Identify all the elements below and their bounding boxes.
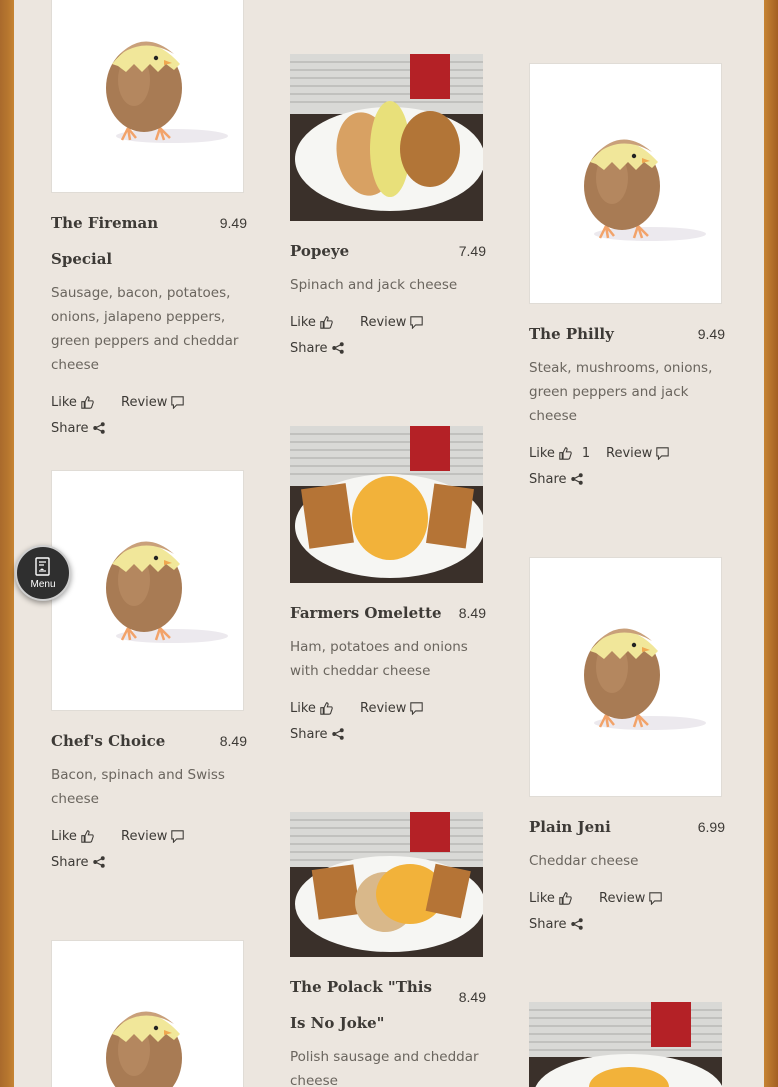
share-label: Share [51, 420, 89, 436]
share-button[interactable] [529, 472, 583, 487]
menu-item-card [290, 426, 490, 747]
item-image[interactable] [529, 557, 722, 797]
item-price: 8.49 [458, 605, 486, 621]
like-button[interactable] [51, 395, 121, 410]
thumbs-up-icon [559, 892, 572, 905]
review-label: Review [360, 314, 407, 330]
like-button[interactable] [529, 891, 599, 906]
like-label: Like [51, 828, 77, 844]
like-label: Like [290, 314, 316, 330]
review-label: Review [599, 890, 646, 906]
review-label: Review [121, 394, 168, 410]
share-icon [332, 728, 344, 740]
omelette-photo-icon [290, 54, 483, 221]
share-icon [332, 342, 344, 354]
share-label: Share [290, 726, 328, 742]
menu-item-card [51, 940, 251, 1087]
item-image[interactable] [290, 812, 483, 957]
comment-icon [171, 830, 184, 843]
review-label: Review [606, 445, 653, 461]
item-price: 6.99 [697, 819, 725, 835]
item-image[interactable] [51, 940, 244, 1087]
like-button[interactable] [290, 315, 360, 330]
menu-book-icon [32, 556, 54, 578]
review-button[interactable] [121, 395, 184, 410]
comment-icon [656, 447, 669, 460]
like-button[interactable] [51, 829, 121, 844]
review-label: Review [121, 828, 168, 844]
item-title: Chef's Choice [51, 732, 166, 750]
thumbs-up-icon [320, 316, 333, 329]
item-description: Steak, mushrooms, onions, green peppers and jack cheese [529, 360, 713, 424]
item-description: Ham, potatoes and onions with cheddar cheese [290, 639, 468, 679]
like-button[interactable] [290, 701, 360, 716]
chick-placeholder-icon [530, 558, 722, 797]
like-label: Like [529, 890, 555, 906]
item-image[interactable] [290, 54, 483, 221]
menu-button-label: Menu [30, 579, 56, 590]
item-title: The Fireman Special [51, 214, 159, 268]
chick-placeholder-icon [52, 471, 244, 711]
review-button[interactable] [360, 315, 423, 330]
item-image[interactable] [529, 1002, 722, 1087]
item-price: 9.49 [219, 215, 247, 231]
review-label: Review [360, 700, 407, 716]
like-count: 1 [581, 445, 591, 461]
share-button[interactable] [51, 855, 105, 870]
share-icon [93, 856, 105, 868]
comment-icon [410, 702, 423, 715]
thumbs-up-icon [81, 396, 94, 409]
item-image[interactable] [51, 0, 244, 193]
menu-item-card [51, 470, 251, 875]
review-button[interactable] [599, 891, 662, 906]
item-price: 8.49 [219, 733, 247, 749]
share-button[interactable] [290, 727, 344, 742]
menu-button[interactable] [15, 545, 71, 601]
like-button[interactable] [529, 446, 606, 461]
item-description: Polish sausage and cheddar cheese [290, 1049, 479, 1087]
item-description: Bacon, spinach and Swiss cheese [51, 767, 225, 807]
thumbs-up-icon [320, 702, 333, 715]
review-button[interactable] [121, 829, 184, 844]
menu-item-card [290, 812, 490, 1087]
menu-item-card [529, 557, 729, 937]
omelette-photo-icon [290, 812, 483, 957]
menu-item-card [51, 0, 251, 441]
chick-placeholder-icon [52, 0, 244, 193]
review-button[interactable] [360, 701, 423, 716]
review-button[interactable] [606, 446, 669, 461]
menu-item-card [529, 63, 729, 492]
comment-icon [171, 396, 184, 409]
comment-icon [410, 316, 423, 329]
like-label: Like [51, 394, 77, 410]
item-title: Farmers Omelette [290, 604, 442, 622]
share-icon [571, 918, 583, 930]
menu-item-card [529, 1002, 729, 1087]
share-icon [93, 422, 105, 434]
item-image[interactable] [51, 470, 244, 711]
thumbs-up-icon [81, 830, 94, 843]
share-label: Share [529, 916, 567, 932]
omelette-photo-icon [290, 426, 483, 583]
share-label: Share [529, 471, 567, 487]
share-button[interactable] [290, 341, 344, 356]
item-price: 9.49 [697, 326, 725, 342]
chick-placeholder-icon [530, 64, 722, 304]
like-label: Like [529, 445, 555, 461]
menu-panel [14, 0, 764, 1087]
chick-placeholder-icon [52, 941, 244, 1087]
share-label: Share [51, 854, 89, 870]
item-image[interactable] [290, 426, 483, 583]
share-button[interactable] [529, 917, 583, 932]
item-title: Plain Jeni [529, 818, 611, 836]
item-description: Sausage, bacon, potatoes, onions, jalapeno peppers, green peppers and cheddar cheese [51, 285, 239, 373]
menu-item-card [290, 54, 490, 361]
share-label: Share [290, 340, 328, 356]
item-title: The Polack "This Is No Joke" [290, 978, 432, 1032]
share-button[interactable] [51, 421, 105, 436]
omelette-photo-icon [529, 1002, 722, 1087]
like-label: Like [290, 700, 316, 716]
item-image[interactable] [529, 63, 722, 304]
item-description: Cheddar cheese [529, 853, 639, 869]
comment-icon [649, 892, 662, 905]
item-price: 7.49 [458, 243, 486, 259]
thumbs-up-icon [559, 447, 572, 460]
background-edge [764, 0, 778, 1087]
item-description: Spinach and jack cheese [290, 277, 458, 293]
item-title: Popeye [290, 242, 350, 260]
share-icon [571, 473, 583, 485]
item-title: The Philly [529, 325, 614, 343]
item-price: 8.49 [458, 989, 486, 1005]
